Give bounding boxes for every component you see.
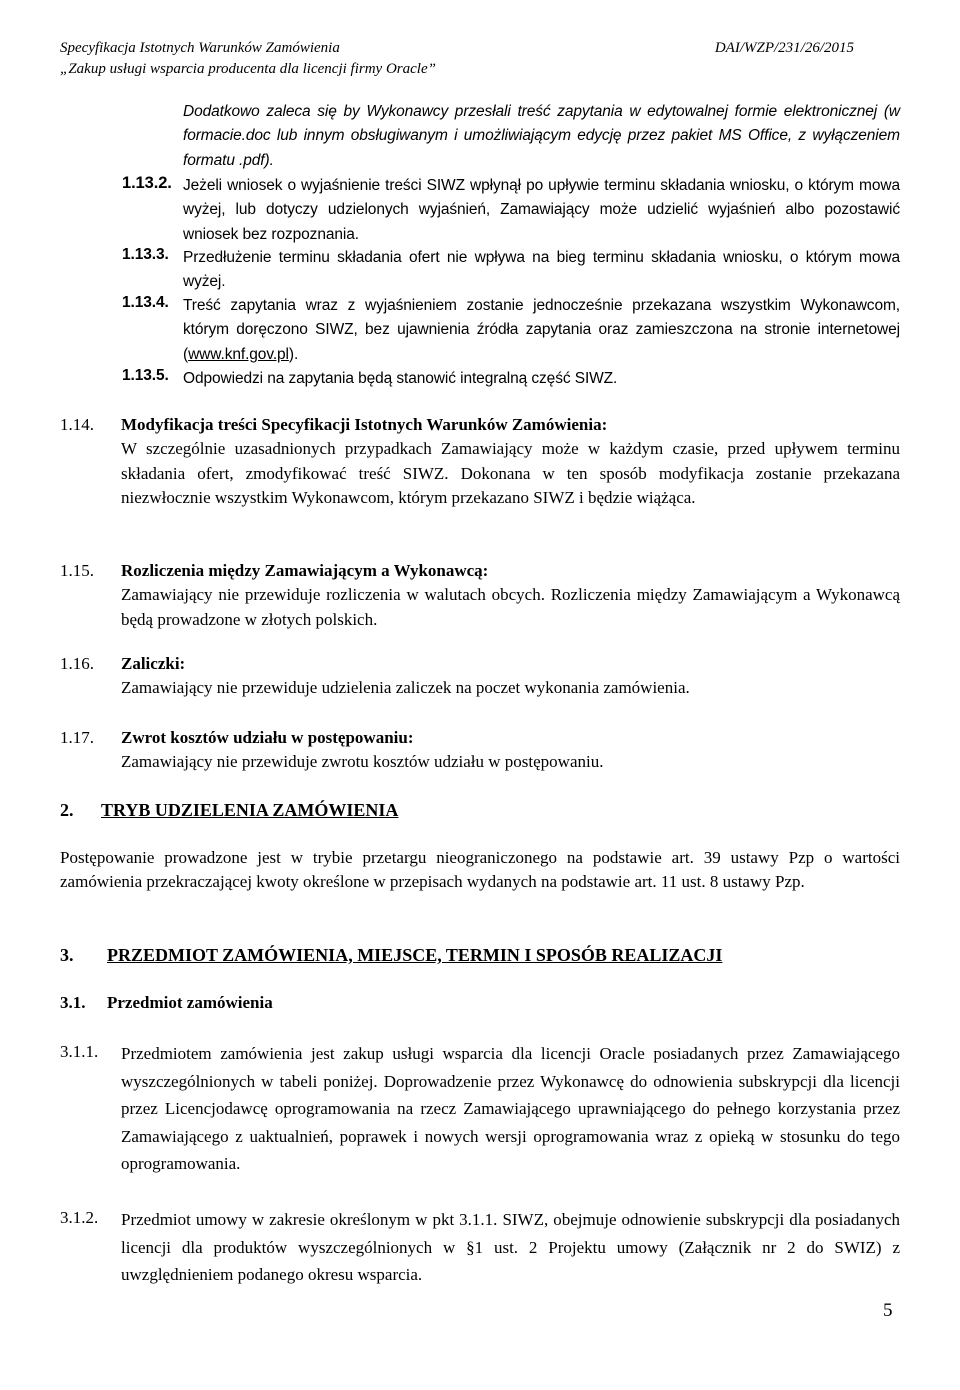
page-header	[60, 38, 854, 80]
item-text-after: ).	[288, 345, 299, 363]
section-body: W szczególnie uzasadnionych przypadkach Zamawiający może w każdym czasie, przed upływem terminu składania ofert, zmodyfikować treść SIWZ. Dokonana w ten sposób modyfikacja zostanie przekazana niezwłocznie wszystkim Wykonawcom, którym przekazano SIWZ i będzie wiążąca.	[121, 439, 900, 507]
section-number: 1.17.	[60, 728, 94, 747]
item-number: 1.13.3.	[122, 246, 169, 263]
list-item	[122, 246, 900, 295]
chapter-2	[60, 798, 900, 822]
item-number: 3.1.2.	[60, 1208, 99, 1227]
item-text: Przedmiotem zamówienia jest zakup usługi wsparcia dla licencji Oracle posiadanych przez Zamawiającego wyszczególnionych w tabeli poniżej. Doprowadzenie przez Wykonawcę do odnowienia subskrypcji dla licencji przez Licencjodawcę oprogramowania na rzecz Zamawiającego uprawniającego do pełnego korzystania przez Zamawiającego z uaktualnień, poprawek i nowych wersji oprogramowania wraz z opieką w stosunku do tego oprogramowania.	[121, 1044, 900, 1173]
section-number: 1.16.	[60, 654, 94, 673]
section-title: Rozliczenia między Zamawiającym a Wykonawcą:	[121, 561, 489, 580]
section-body: Zamawiający nie przewiduje rozliczenia w walutach obcych. Rozliczenia między Zamawiającym a Wykonawcą będą prowadzone w złotych polskich.	[121, 585, 900, 629]
header-document-title: Specyfikacja Istotnych Warunków Zamówienia	[60, 40, 340, 56]
section-1-14	[60, 413, 900, 510]
item-number: 1.13.4.	[122, 294, 169, 311]
chapter-title: TRYB UDZIELENIA ZAMÓWIENIA	[101, 800, 399, 820]
list-item	[60, 1206, 900, 1289]
item-text	[183, 294, 900, 367]
chapter-title: PRZEDMIOT ZAMÓWIENIA, MIEJSCE, TERMIN I SPOSÓB REALIZACJI	[107, 945, 723, 965]
section-number: 1.15.	[60, 561, 94, 580]
section-title: Modyfikacja treści Specyfikacji Istotnych Warunków Zamówienia:	[121, 415, 608, 434]
section-title: Zaliczki:	[121, 654, 186, 673]
section-1-17	[60, 726, 900, 775]
section-body: Zamawiający nie przewiduje zwrotu kosztów udziału w postępowaniu.	[121, 752, 604, 772]
header-document-subtitle: „Zakup usługi wsparcia producenta dla licencji firmy Oracle”	[60, 61, 436, 77]
list-item	[122, 174, 900, 247]
item-text: Przedłużenie terminu składania ofert nie wpływa na bieg terminu składania wniosku, o którym mowa wyżej.	[183, 249, 900, 291]
chapter-3	[60, 943, 900, 967]
section-number: 1.14.	[60, 415, 94, 434]
intro-paragraph: Dodatkowo zaleca się by Wykonawcy przesłali treść zapytania w edytowalnej formie elektronicznej (w formacie.doc lub innym obsługiwanym i umożliwiającym edycję przez pakiet MS Office, z wyłączeniem formatu .pdf).	[183, 103, 900, 169]
list-item	[122, 367, 900, 391]
list-item	[60, 1040, 900, 1178]
section-body: Zamawiający nie przewiduje udzielenia zaliczek na poczet wykonania zamówienia.	[121, 678, 690, 698]
section-title: Zwrot kosztów udziału w postępowaniu:	[121, 728, 414, 747]
item-number: 3.1.1.	[60, 1042, 99, 1061]
page-number: 5	[883, 1300, 893, 1321]
chapter-number: 2.	[60, 800, 74, 820]
chapter-2-body: Postępowanie prowadzone jest w trybie przetargu nieograniczonego na podstawie art. 39 ustawy Pzp o wartości zamówienia przekraczającej kwoty określone w przepisach wydanych na podstawie art. 11 ust. 8 ustawy Pzp.	[60, 848, 900, 892]
header-reference-number: DAI/WZP/231/26/2015	[714, 40, 854, 56]
item-text: Jeżeli wniosek o wyjaśnienie treści SIWZ wpłynął po upływie terminu składania wniosku, o którym mowa wyżej, lub dotyczy udzielonych wyjaśnień, Zamawiający może udzielić wyjaśnień albo pozostawić wniosek bez rozpoznania.	[183, 177, 900, 243]
item-text: Odpowiedzi na zapytania będą stanowić integralną część SIWZ.	[183, 370, 618, 387]
item-text-before: Treść zapytania wraz z wyjaśnieniem zostanie jednocześnie przekazana wszystkim Wykonawcom, którym doręczono SIWZ, bez ujawnienia źródła zapytania oraz zamieszczona na stronie internetowej (	[183, 297, 900, 363]
chapter-number: 3.	[60, 945, 74, 965]
section-1-15	[60, 559, 900, 632]
subsection-3-1	[60, 991, 900, 1015]
subsection-title: Przedmiot zamówienia	[107, 993, 273, 1012]
section-1-16	[60, 652, 900, 701]
subsection-number: 3.1.	[60, 993, 86, 1012]
item-number: 1.13.5.	[122, 367, 169, 384]
item-text: Przedmiot umowy w zakresie określonym w pkt 3.1.1. SIWZ, obejmuje odnowienie subskrypcji dla posiadanych licencji dla produktów wyszczególnionych w §1 ust. 2 Projektu umowy (Załącznik nr 2 do SWIZ) z uwzględnieniem podanego okresu wsparcia.	[121, 1210, 900, 1284]
item-number: 1.13.2.	[122, 174, 172, 192]
knf-website-link[interactable]: www.knf.gov.pl	[188, 345, 289, 363]
list-item	[122, 294, 900, 367]
